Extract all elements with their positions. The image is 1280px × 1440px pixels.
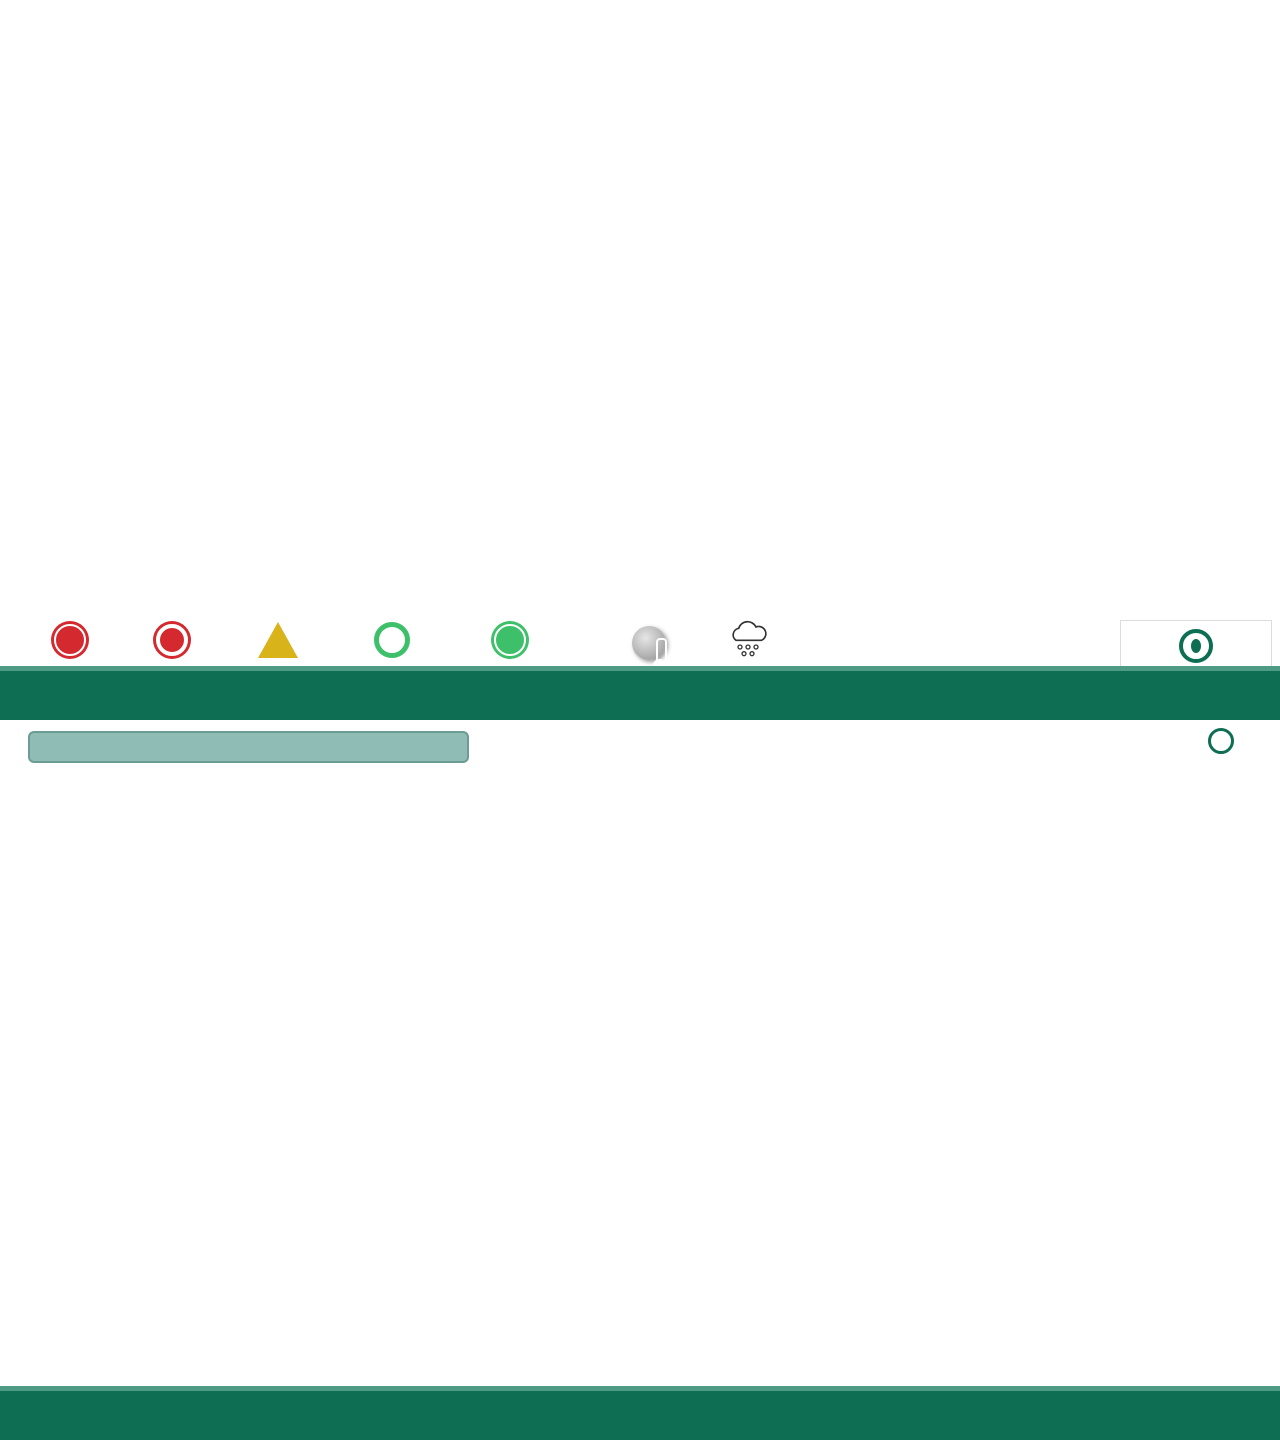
drought-icon: [632, 626, 666, 660]
prosperity-icon: [494, 624, 526, 656]
signos-crisis-icon: [156, 624, 188, 656]
logo-emblem-icon: [1179, 629, 1213, 663]
warning-icon: [258, 622, 298, 658]
coninagro-logo-small: [1170, 726, 1272, 776]
footer-banner-bottom: [0, 1386, 1280, 1440]
logo-emblem-small-icon: [1208, 728, 1234, 754]
growth-icon: [374, 622, 410, 658]
micro-title: [28, 731, 469, 763]
footer-banner-top: [0, 666, 1280, 720]
crisis-icon: [54, 624, 86, 656]
hail-icon: [728, 620, 768, 658]
